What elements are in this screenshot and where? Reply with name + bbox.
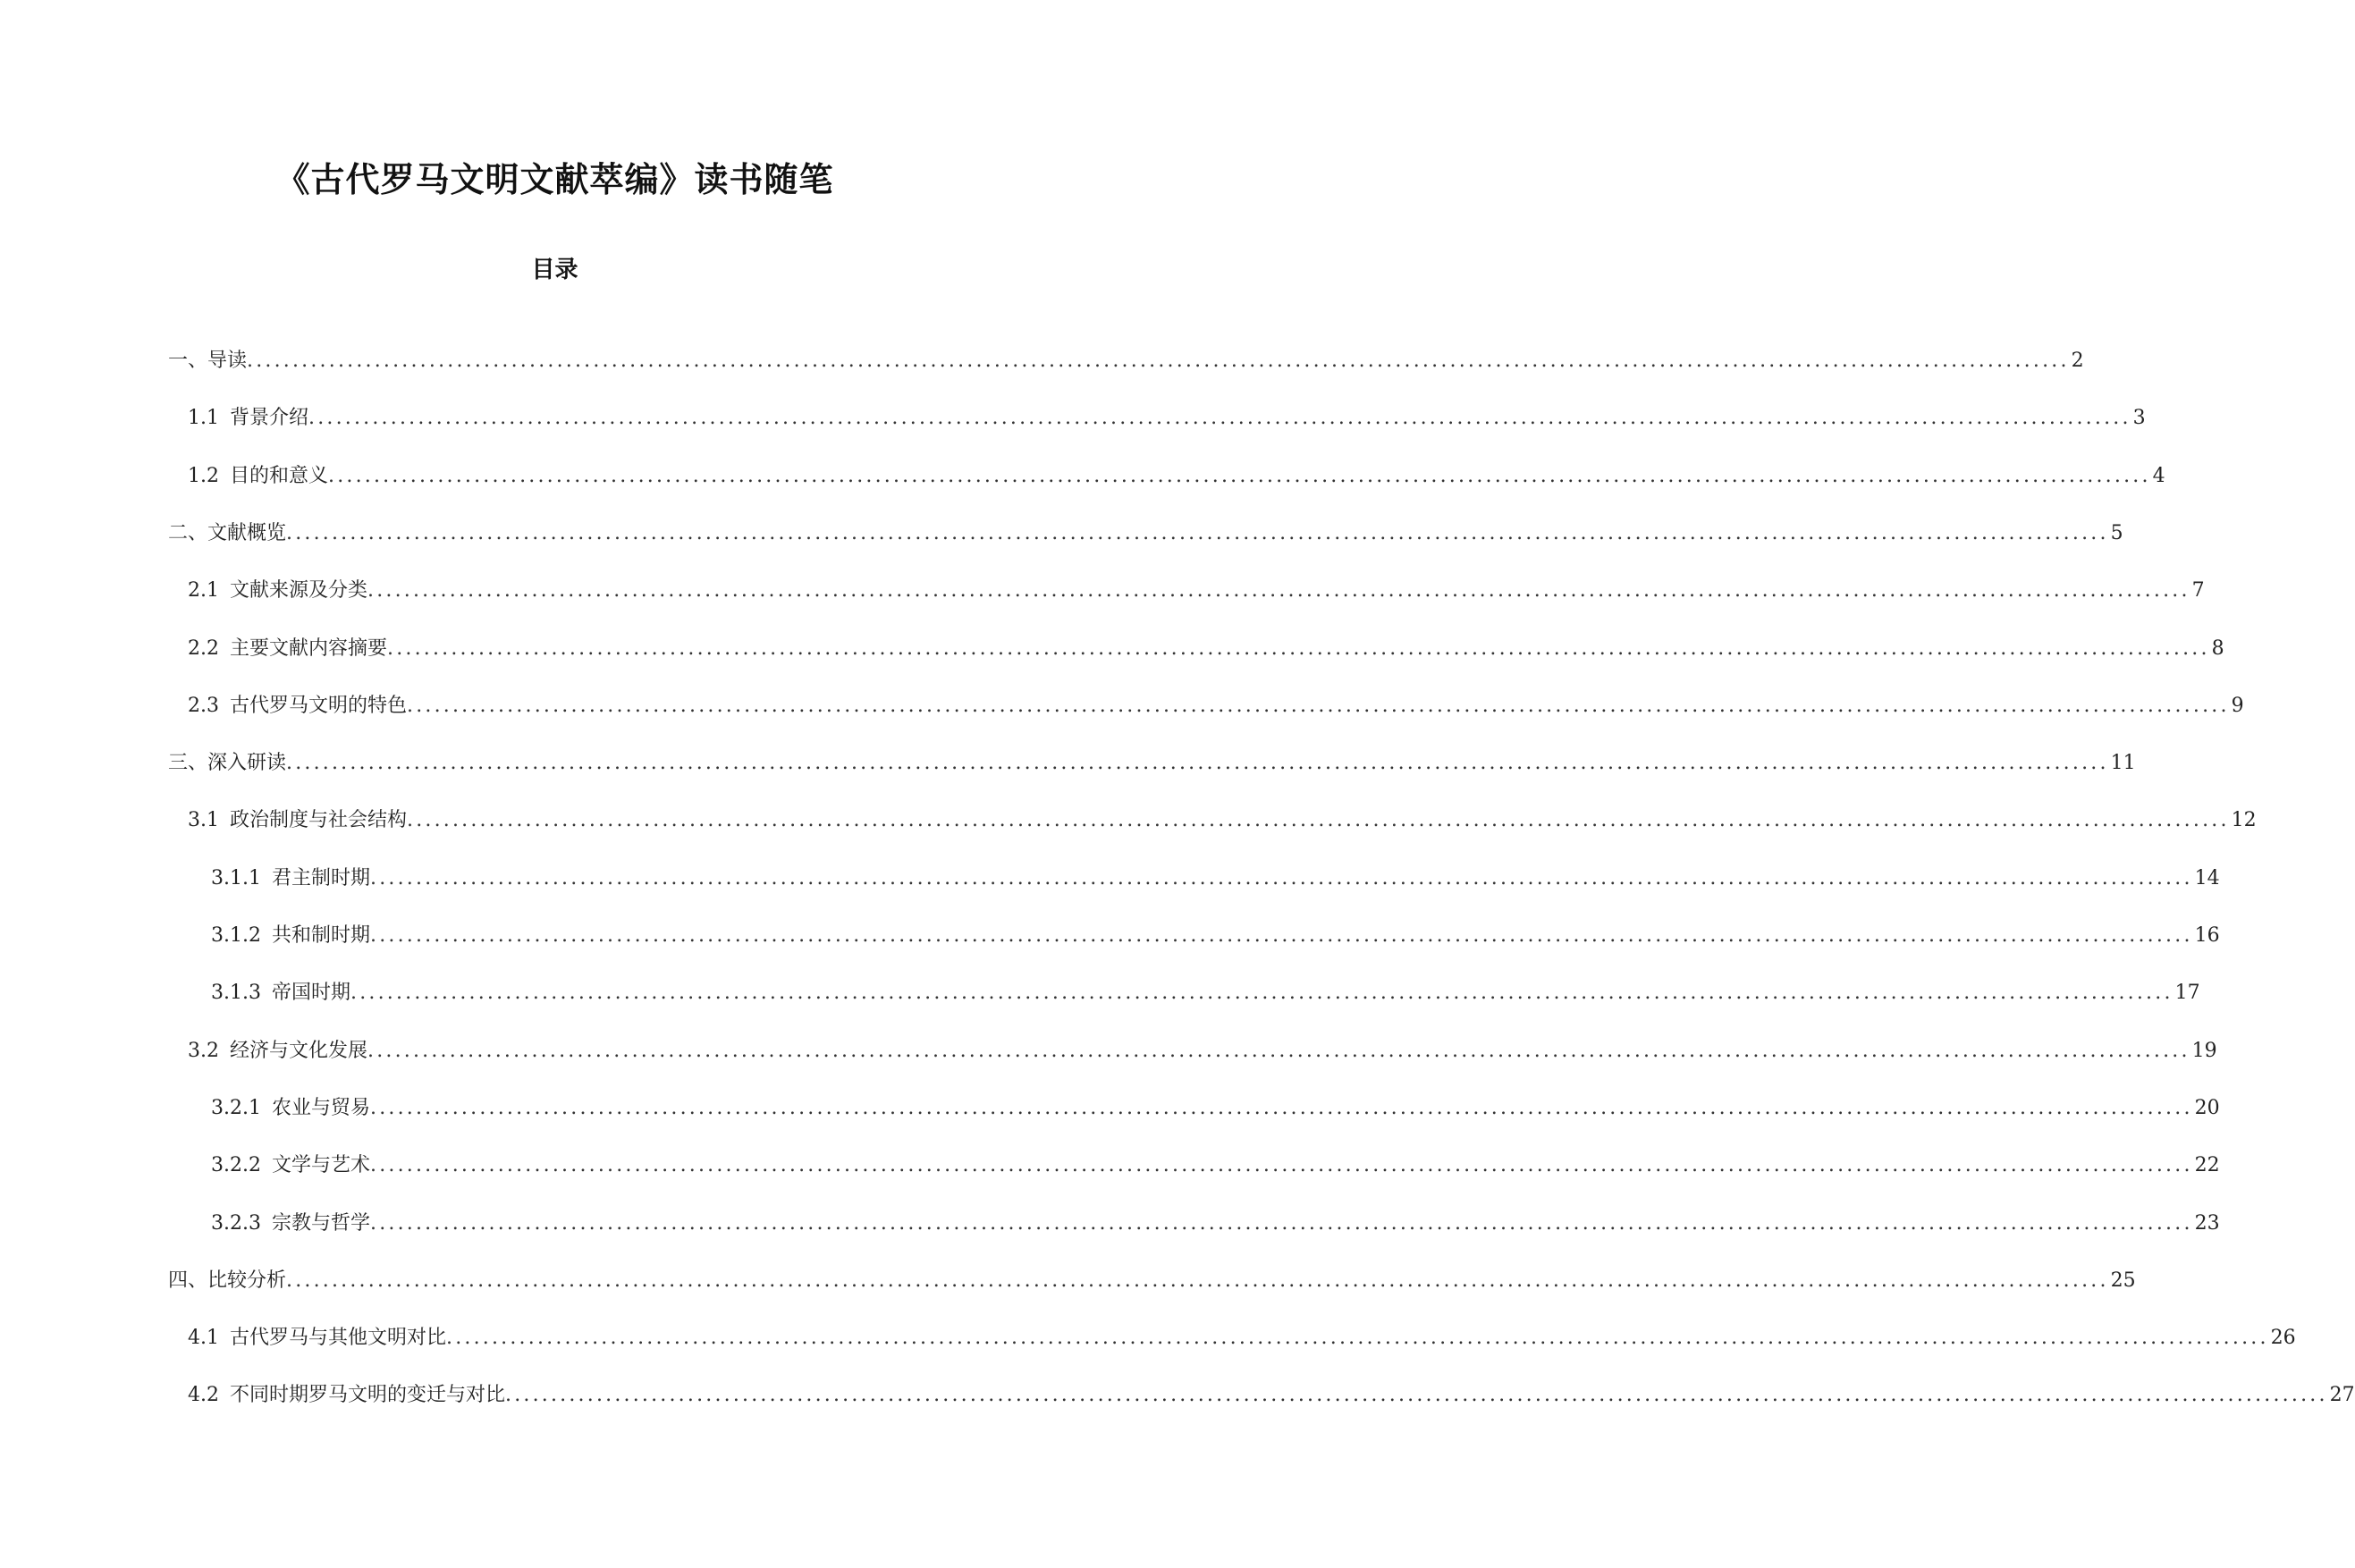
toc-entry-title: 文学与艺术 (271, 1154, 370, 1177)
toc-entry-title: 四、比较分析 (168, 1269, 287, 1292)
toc-entry[interactable] (188, 573, 2205, 609)
toc-entry-page-number: 26 (2270, 1327, 2296, 1350)
toc-entry[interactable] (211, 1091, 2220, 1126)
toc-dot-leader: ........................................................................................................................................................................................................ (407, 694, 2230, 717)
toc-entry-page-number: 5 (2110, 521, 2123, 544)
toc-entry[interactable] (188, 803, 2257, 839)
toc-entry-number: 3.1.1 (211, 866, 261, 889)
toc-entry-page-number: 2 (2071, 350, 2084, 372)
document-title: 《古代罗马文明文献萃编》读书随笔 (275, 159, 834, 200)
toc-entry-page-number: 12 (2231, 809, 2257, 832)
toc-entry-page-number: 7 (2191, 579, 2205, 603)
toc-dot-leader: ........................................................................................................................................................................................................ (367, 1039, 2190, 1062)
toc-dot-leader: ........................................................................................................................................................................................................ (370, 866, 2193, 889)
toc-entry[interactable] (211, 975, 2200, 1011)
toc-entry-title: 宗教与哲学 (271, 1211, 370, 1235)
toc-entry-number: 3.1 (188, 809, 219, 832)
toc-dot-leader: ........................................................................................................................................................................................................ (286, 521, 2109, 544)
toc-entry-title: 目的和意义 (230, 464, 329, 487)
toc-entry-number: 2.1 (188, 579, 219, 603)
toc-entry-number: 1.1 (188, 407, 219, 430)
toc-entry-title: 背景介绍 (230, 407, 309, 430)
toc-dot-leader: ........................................................................................................................................................................................................ (370, 1096, 2193, 1119)
toc-dot-leader: ........................................................................................................................................................................................................ (328, 464, 2151, 487)
toc-entry-title: 帝国时期 (271, 982, 350, 1005)
toc-dot-leader: ........................................................................................................................................................................................................ (286, 1269, 2109, 1292)
toc-entry[interactable] (211, 918, 2220, 954)
toc-entry-title: 三、深入研读 (168, 752, 287, 775)
toc-entry-page-number: 23 (2194, 1211, 2220, 1235)
toc-entry-title: 政治制度与社会结构 (230, 809, 408, 832)
toc-entry-title: 主要文献内容摘要 (230, 636, 388, 660)
toc-entry[interactable] (188, 631, 2224, 667)
toc-entry-page-number: 17 (2174, 982, 2200, 1005)
toc-entry-page-number: 22 (2194, 1154, 2220, 1177)
toc-entry[interactable] (188, 1033, 2217, 1069)
toc-dot-leader: ........................................................................................................................................................................................................ (370, 924, 2193, 947)
toc-entry-title: 农业与贸易 (271, 1096, 370, 1119)
toc-entry-page-number: 19 (2191, 1039, 2217, 1062)
toc-entry[interactable] (168, 746, 2136, 781)
toc-entry-number: 1.2 (188, 464, 219, 487)
toc-dot-leader: ........................................................................................................................................................................................................ (446, 1327, 2269, 1350)
toc-entry[interactable] (188, 400, 2146, 436)
toc-entry-number: 2.3 (188, 694, 219, 717)
toc-dot-leader: ........................................................................................................................................................................................................ (505, 1384, 2328, 1407)
toc-entry-number: 2.2 (188, 636, 219, 660)
toc-entry-title: 文献来源及分类 (230, 579, 368, 603)
toc-dot-leader: ........................................................................................................................................................................................................ (407, 809, 2230, 832)
toc-entry-page-number: 25 (2110, 1269, 2136, 1292)
toc-dot-leader: ........................................................................................................................................................................................................ (308, 407, 2131, 430)
toc-entry[interactable] (188, 1320, 2296, 1356)
toc-entry-title: 共和制时期 (271, 924, 370, 947)
toc-entry[interactable] (188, 1378, 2355, 1413)
toc-entry-page-number: 20 (2194, 1096, 2220, 1119)
toc-dot-leader: ........................................................................................................................................................................................................ (350, 982, 2174, 1005)
toc-entry-title: 不同时期罗马文明的变迁与对比 (230, 1384, 506, 1407)
toc-entry-number: 3.1.2 (211, 924, 261, 947)
toc-entry[interactable] (211, 1148, 2220, 1184)
toc-entry[interactable] (211, 1206, 2220, 1242)
toc-entry[interactable] (168, 343, 2084, 379)
toc-entry-number: 4.2 (188, 1384, 219, 1407)
toc-entry-number: 3.2 (188, 1039, 219, 1062)
toc-entry[interactable] (211, 861, 2220, 897)
toc-entry-title: 经济与文化发展 (230, 1039, 368, 1062)
toc-entry[interactable] (188, 688, 2244, 724)
toc-dot-leader: ........................................................................................................................................................................................................ (367, 579, 2190, 603)
toc-entry-page-number: 4 (2152, 464, 2165, 487)
toc-entry-title: 古代罗马与其他文明对比 (230, 1327, 447, 1350)
toc-entry-page-number: 27 (2329, 1384, 2355, 1407)
toc-entry-page-number: 3 (2132, 407, 2146, 430)
toc-entry-number: 3.2.1 (211, 1096, 261, 1119)
toc-entry-number: 3.1.3 (211, 982, 261, 1005)
toc-entry-page-number: 8 (2211, 636, 2224, 660)
toc-entry-title: 君主制时期 (271, 866, 370, 889)
toc-entry-title: 古代罗马文明的特色 (230, 694, 408, 717)
toc-entry-number: 3.2.2 (211, 1154, 261, 1177)
toc-dot-leader: ........................................................................................................................................................................................................ (370, 1154, 2193, 1177)
toc-entry[interactable] (168, 516, 2123, 552)
toc-entry-page-number: 14 (2194, 866, 2220, 889)
toc-dot-leader: ........................................................................................................................................................................................................ (247, 350, 2070, 372)
toc-entry-number: 4.1 (188, 1327, 219, 1350)
toc-entry-page-number: 9 (2231, 694, 2244, 717)
toc-entry-number: 3.2.3 (211, 1211, 261, 1235)
toc-entry-title: 一、导读 (168, 350, 248, 372)
toc-entry-page-number: 16 (2194, 924, 2220, 947)
toc-dot-leader: ........................................................................................................................................................................................................ (370, 1211, 2193, 1235)
toc-entry-page-number: 11 (2110, 752, 2136, 775)
toc-dot-leader: ........................................................................................................................................................................................................ (387, 636, 2210, 660)
toc-dot-leader: ........................................................................................................................................................................................................ (286, 752, 2109, 775)
toc-entry[interactable] (168, 1263, 2136, 1299)
toc-entry[interactable] (188, 459, 2165, 494)
toc-heading: 目录 (531, 257, 578, 283)
toc-entry-title: 二、文献概览 (168, 521, 287, 544)
